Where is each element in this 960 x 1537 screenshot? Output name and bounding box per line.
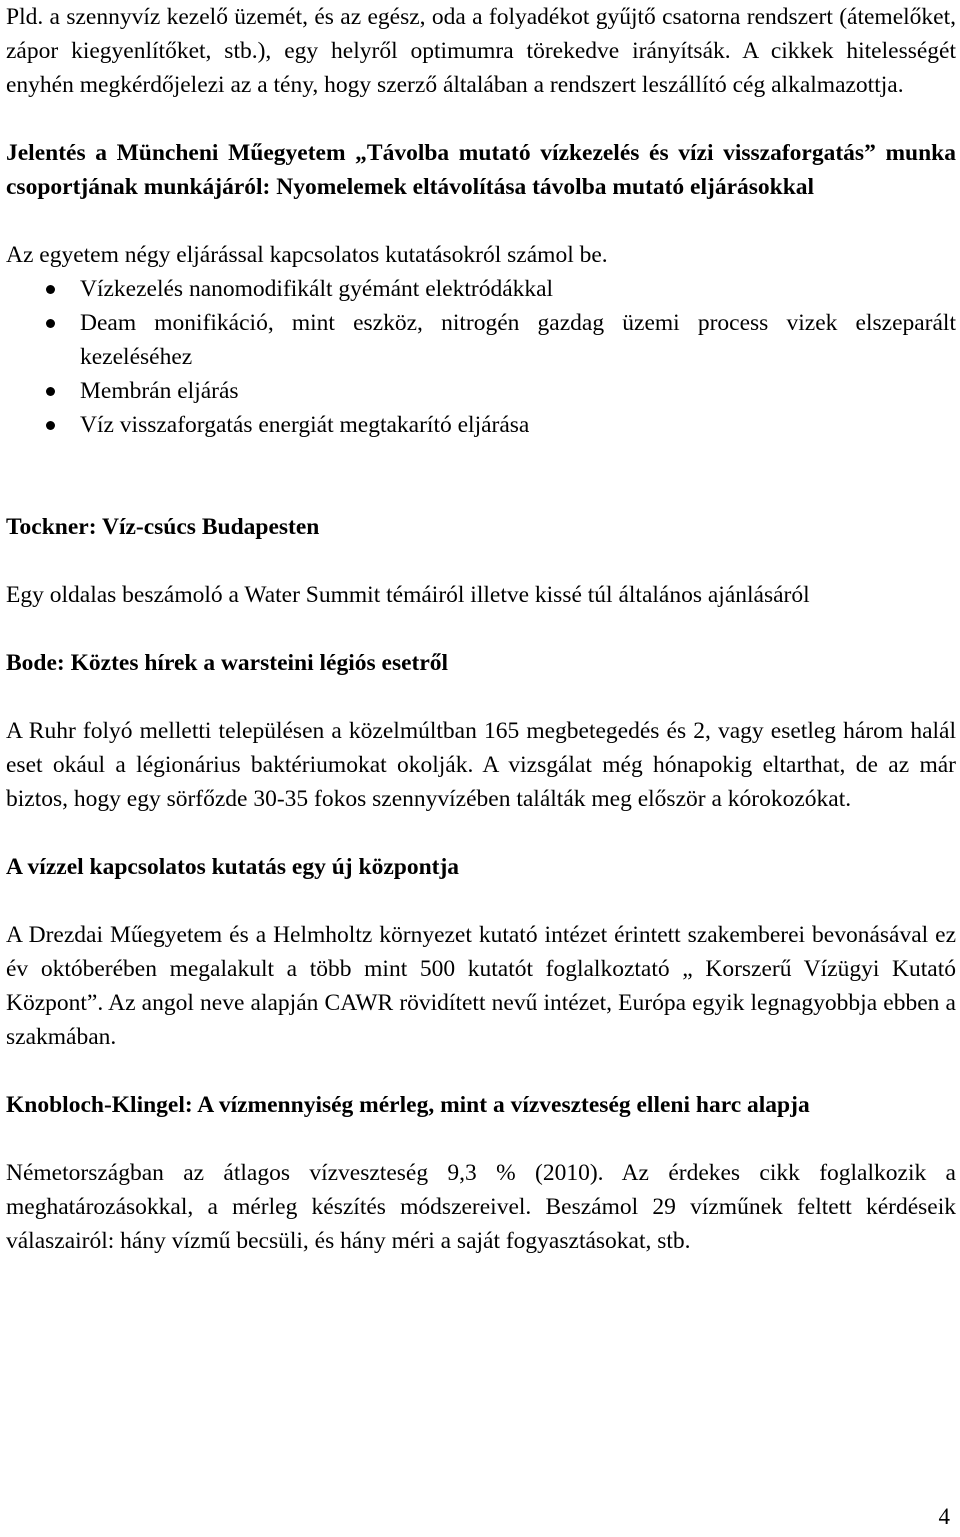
document-page <box>6 0 956 1258</box>
bullet-item <box>6 408 956 442</box>
munich-heading: Jelentés a Müncheni Műegyetem „Távolba mutató vízkezelés és vízi visszaforgatás” munka csoportjának munkájáról: Nyomelemek eltávolítása távolba mutató eljárásokkal <box>6 140 956 200</box>
bullet-item <box>6 306 956 374</box>
center-heading: A vízzel kapcsolatos kutatás egy új központja <box>6 854 460 880</box>
tockner-heading: Tockner: Víz-csúcs Budapesten <box>6 514 320 540</box>
center-body: A Drezdai Műegyetem és a Helmholtz környezet kutató intézet érintett szakemberei bevonásával ez év októberében megalakult a több mint 500 kutatót foglalkoztató „ Korszerű Vízügyi Kutató Központ”. Az angol neve alapján CAWR rövidített nevű intézet, Európa egyik legnagyobbja ebben a szakmában. <box>6 922 956 1050</box>
bullet-icon <box>46 387 55 396</box>
page-number: 4 <box>938 1504 950 1529</box>
bode-heading: Bode: Köztes hírek a warsteini légiós esetről <box>6 650 449 676</box>
bullet-text: Membrán eljárás <box>80 378 239 404</box>
bullet-item <box>6 374 956 408</box>
munich-intro: Az egyetem négy eljárással kapcsolatos kutatásokról számol be. <box>6 242 608 268</box>
bode-body: A Ruhr folyó melletti településen a közelmúltban 165 megbetegedés és 2, vagy esetleg három halál eset okául a légionárius baktériumokat okolják. A vizsgálat még hónapokig eltarthat, de az már biztos, hogy egy sörfőzde 30-35 fokos szennyvízében találták meg először a kórokozókat. <box>6 718 956 812</box>
bullet-icon <box>46 285 55 294</box>
bullet-text: Víz visszaforgatás energiát megtakarító eljárása <box>80 412 530 438</box>
munich-bullet-list <box>6 272 956 442</box>
tockner-body: Egy oldalas beszámoló a Water Summit témáiról illetve kissé túl általános ajánlásáról <box>6 582 810 608</box>
intro-paragraph: Pld. a szennyvíz kezelő üzemét, és az egész, oda a folyadékot gyűjtő csatorna rendszert (átemelőket, zápor kiegyenlítőket, stb.), egy helyről optimumra törekedve irányítsák. A cikkek hitelességét enyhén megkérdőjelezi az a tény, hogy szerző általában a rendszert leszállító cég alkalmazottja. <box>6 4 956 98</box>
bullet-icon <box>46 319 55 328</box>
bullet-text: Vízkezelés nanomodifikált gyémánt elektródákkal <box>80 276 554 302</box>
bullet-text: Deam monifikáció, mint eszköz, nitrogén gazdag üzemi process vizek elszeparált kezeléséhez <box>80 310 956 370</box>
knobloch-heading: Knobloch-Klingel: A vízmennyiség mérleg, mint a vízveszteség elleni harc alapja <box>6 1092 810 1118</box>
bullet-item <box>6 272 956 306</box>
knobloch-body: Németországban az átlagos vízveszteség 9,3 % (2010). Az érdekes cikk foglalkozik a meghatározásokkal, a mérleg készítés módszereivel. Beszámol 29 vízműnek feltett kérdéseik válaszairól: hány vízmű becsüli, és hány méri a saját fogyasztásokat, stb. <box>6 1160 956 1254</box>
bullet-icon <box>46 421 55 430</box>
